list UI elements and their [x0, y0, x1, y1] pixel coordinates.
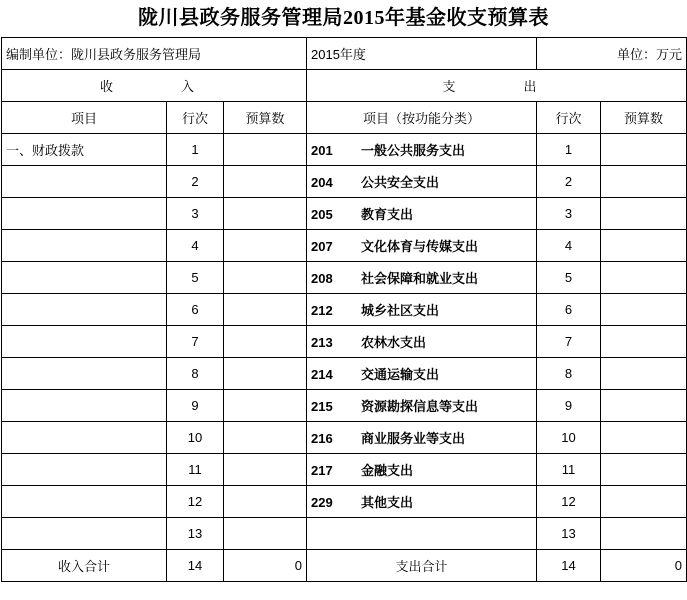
expense-code: 216	[311, 431, 333, 446]
income-item	[2, 518, 167, 550]
table-row	[2, 518, 687, 550]
income-row-no: 3	[167, 198, 224, 230]
income-group-header: 收 入	[2, 70, 307, 102]
expense-name: 交通运输支出	[361, 367, 440, 382]
income-row-no: 5	[167, 262, 224, 294]
income-item	[2, 326, 167, 358]
income-row-no: 11	[167, 454, 224, 486]
column-header-expense-row-no: 行次	[537, 102, 601, 134]
expense-row-no: 10	[537, 422, 601, 454]
table-row	[2, 422, 687, 454]
income-budget	[224, 422, 307, 454]
expense-code: 215	[311, 399, 333, 414]
income-item	[2, 422, 167, 454]
income-budget	[224, 518, 307, 550]
income-budget	[224, 198, 307, 230]
expense-total-budget: 0	[601, 550, 687, 582]
expense-row-no: 11	[537, 454, 601, 486]
income-item	[2, 486, 167, 518]
expense-item	[307, 454, 537, 486]
expense-budget	[601, 262, 687, 294]
expense-code: 212	[311, 303, 333, 318]
expense-item	[307, 230, 537, 262]
income-total-label: 收入合计	[2, 550, 167, 582]
expense-row-no: 3	[537, 198, 601, 230]
expense-item	[307, 422, 537, 454]
column-header-expense-item: 项目（按功能分类）	[307, 102, 537, 134]
expense-item	[307, 326, 537, 358]
income-budget	[224, 326, 307, 358]
expense-budget	[601, 422, 687, 454]
expense-item	[307, 518, 537, 550]
table-row	[2, 262, 687, 294]
expense-code: 208	[311, 271, 333, 286]
expense-budget	[601, 390, 687, 422]
income-row-no: 6	[167, 294, 224, 326]
income-row-no: 7	[167, 326, 224, 358]
income-budget	[224, 134, 307, 166]
income-row-no: 2	[167, 166, 224, 198]
income-row-no: 9	[167, 390, 224, 422]
expense-code: 205	[311, 207, 333, 222]
expense-row-no: 6	[537, 294, 601, 326]
unit-label: 单位：万元	[537, 38, 687, 70]
expense-name: 一般公共服务支出	[361, 143, 466, 158]
table-row	[2, 486, 687, 518]
table-row	[2, 230, 687, 262]
total-row	[2, 550, 687, 582]
expense-item	[307, 262, 537, 294]
group-header-row	[2, 70, 687, 102]
expense-item	[307, 294, 537, 326]
income-total-budget: 0	[224, 550, 307, 582]
income-budget	[224, 262, 307, 294]
expense-budget	[601, 454, 687, 486]
expense-code: 229	[311, 495, 333, 510]
expense-code: 204	[311, 175, 333, 190]
income-item	[2, 454, 167, 486]
expense-total-row-no: 14	[537, 550, 601, 582]
expense-total-label: 支出合计	[307, 550, 537, 582]
income-row-no: 1	[167, 134, 224, 166]
income-budget	[224, 454, 307, 486]
table-row	[2, 454, 687, 486]
expense-name: 城乡社区支出	[361, 303, 440, 318]
expense-name: 其他支出	[361, 495, 414, 510]
table-row	[2, 198, 687, 230]
expense-row-no: 4	[537, 230, 601, 262]
expense-name: 文化体育与传媒支出	[361, 239, 479, 254]
expense-item	[307, 358, 537, 390]
expense-name: 农林水支出	[361, 335, 427, 350]
table-row	[2, 358, 687, 390]
expense-budget	[601, 326, 687, 358]
income-total-row-no: 14	[167, 550, 224, 582]
expense-budget	[601, 486, 687, 518]
income-row-no: 12	[167, 486, 224, 518]
expense-code: 217	[311, 463, 333, 478]
column-header-income-item: 项目	[2, 102, 167, 134]
income-budget	[224, 486, 307, 518]
income-item	[2, 166, 167, 198]
expense-row-no: 12	[537, 486, 601, 518]
income-row-no: 4	[167, 230, 224, 262]
expense-row-no: 2	[537, 166, 601, 198]
table-row	[2, 294, 687, 326]
income-row-no: 8	[167, 358, 224, 390]
income-budget	[224, 358, 307, 390]
column-header-row	[2, 102, 687, 134]
expense-item	[307, 390, 537, 422]
income-row-no: 10	[167, 422, 224, 454]
expense-row-no: 8	[537, 358, 601, 390]
expense-budget	[601, 230, 687, 262]
column-header-expense-budget: 预算数	[601, 102, 687, 134]
income-row-no: 13	[167, 518, 224, 550]
income-budget	[224, 166, 307, 198]
fiscal-year-label: 2015年度	[307, 38, 537, 70]
expense-group-header: 支 出	[307, 70, 687, 102]
expense-budget	[601, 134, 687, 166]
column-header-income-row-no: 行次	[167, 102, 224, 134]
income-item	[2, 390, 167, 422]
income-item	[2, 262, 167, 294]
income-budget	[224, 294, 307, 326]
expense-budget	[601, 358, 687, 390]
expense-budget	[601, 294, 687, 326]
expense-item	[307, 486, 537, 518]
expense-row-no: 13	[537, 518, 601, 550]
expense-name: 教育支出	[361, 207, 414, 222]
table-row	[2, 326, 687, 358]
column-header-income-budget: 预算数	[224, 102, 307, 134]
table-row	[2, 134, 687, 166]
expense-name: 金融支出	[361, 463, 414, 478]
income-item	[2, 294, 167, 326]
expense-row-no: 5	[537, 262, 601, 294]
budget-table	[1, 37, 687, 582]
expense-code: 214	[311, 367, 333, 382]
expense-budget	[601, 166, 687, 198]
table-row	[2, 390, 687, 422]
expense-code: 207	[311, 239, 333, 254]
expense-item	[307, 134, 537, 166]
meta-row	[2, 38, 687, 70]
expense-row-no: 1	[537, 134, 601, 166]
table-row	[2, 166, 687, 198]
prepared-by-label: 编制单位：陇川县政务服务管理局	[2, 38, 307, 70]
expense-item	[307, 198, 537, 230]
expense-code: 201	[311, 143, 333, 158]
income-item	[2, 358, 167, 390]
income-item	[2, 230, 167, 262]
expense-name: 商业服务业等支出	[361, 431, 466, 446]
expense-name: 公共安全支出	[361, 175, 440, 190]
income-item	[2, 198, 167, 230]
expense-name: 社会保障和就业支出	[361, 271, 479, 286]
income-item: 一、财政拨款	[2, 134, 167, 166]
income-budget	[224, 390, 307, 422]
expense-row-no: 9	[537, 390, 601, 422]
expense-budget	[601, 198, 687, 230]
expense-name: 资源勘探信息等支出	[361, 399, 479, 414]
income-budget	[224, 230, 307, 262]
page-title: 陇川县政务服务管理局2015年基金收支预算表	[138, 7, 549, 29]
expense-code: 213	[311, 335, 333, 350]
expense-budget	[601, 518, 687, 550]
expense-item	[307, 166, 537, 198]
expense-row-no: 7	[537, 326, 601, 358]
